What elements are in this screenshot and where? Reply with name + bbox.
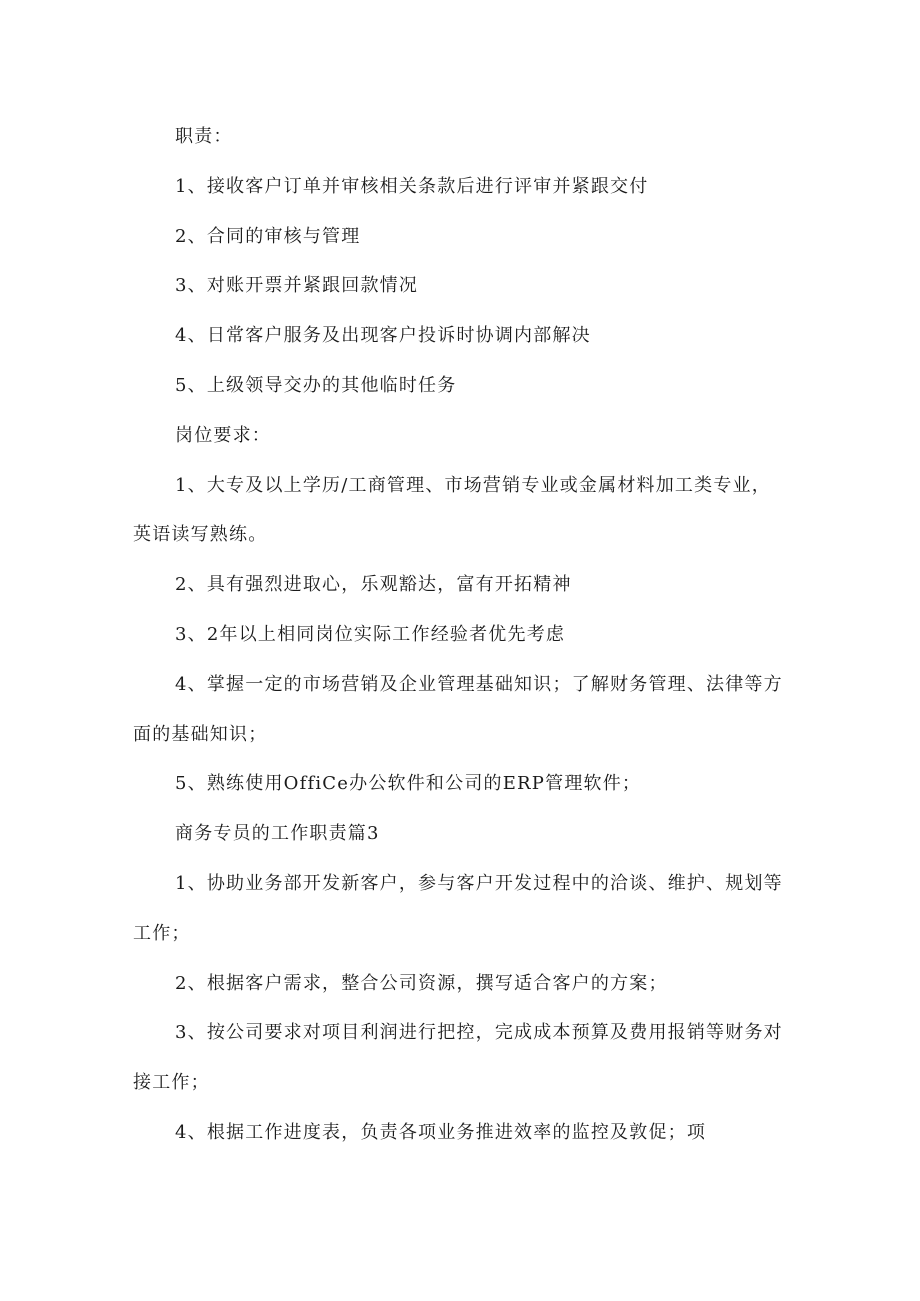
section-title: 商务专员的工作职责篇3: [175, 823, 380, 845]
paragraph-requirement-4: 4、掌握一定的市场营销及企业管理基础知识；了解财务管理、法律等方面的基础知识；: [133, 673, 783, 745]
paragraph-section3-item-1: 1、协助业务部开发新客户，参与客户开发过程中的洽谈、维护、规划等工作；: [133, 872, 783, 944]
paragraph-duties-heading: 职责：: [175, 126, 233, 147]
paragraph-requirement-3: 3、2年以上相同岗位实际工作经验者优先考虑: [175, 623, 566, 645]
paragraph-duty-1: 1、接收客户订单并审核相关条款后进行评审并紧跟交付: [175, 175, 649, 197]
document-body: [133, 112, 783, 1158]
paragraph-duty-4: 4、日常客户服务及出现客户投诉时协调内部解决: [175, 325, 591, 347]
paragraph-requirement-5: 5、熟练使用OffiCe办公软件和公司的ERP管理软件；: [175, 773, 642, 795]
paragraph-duty-3: 3、对账开票并紧跟回款情况: [175, 275, 419, 297]
paragraph-requirements-heading: 岗位要求：: [175, 424, 271, 446]
paragraph-section3-item-3: 3、按公司要求对项目利润进行把控，完成成本预算及费用报销等财务对接工作；: [133, 1022, 783, 1094]
paragraph-duty-2: 2、合同的审核与管理: [175, 225, 361, 247]
paragraph-section3-item-2: 2、根据客户需求，整合公司资源，撰写适合客户的方案；: [175, 972, 668, 994]
paragraph-section3-item-4: 4、根据工作进度表，负责各项业务推进效率的监控及敦促；项: [175, 1121, 707, 1143]
paragraph-duty-5: 5、上级领导交办的其他临时任务: [175, 374, 457, 396]
paragraph-requirement-2: 2、具有强烈进取心，乐观豁达，富有开拓精神: [175, 574, 572, 596]
paragraph-requirement-1: 1、大专及以上学历/工商管理、市场营销专业或金属材料加工类专业，英语读写熟练。: [133, 474, 771, 546]
